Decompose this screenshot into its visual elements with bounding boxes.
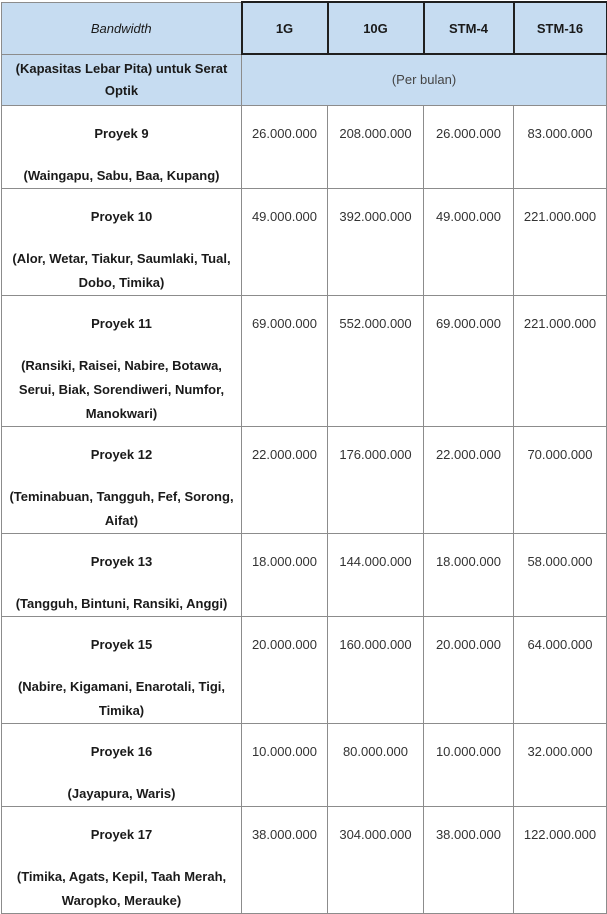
table-row (2, 296, 607, 427)
price-stm4: 26.000.000 (424, 106, 514, 189)
project-cell (2, 807, 242, 914)
table-row (2, 617, 607, 724)
price-stm16: 83.000.000 (514, 106, 607, 189)
project-locations: (Jayapura, Waris) (67, 786, 176, 801)
price-10g: 304.000.000 (328, 807, 424, 914)
price-10g: 144.000.000 (328, 534, 424, 617)
table-row (2, 106, 607, 189)
project-cell (2, 534, 242, 617)
project-name: Proyek 10 (90, 209, 153, 224)
price-stm4: 38.000.000 (424, 807, 514, 914)
price-stm16: 70.000.000 (514, 427, 607, 534)
price-1g: 26.000.000 (242, 106, 328, 189)
price-1g: 69.000.000 (242, 296, 328, 427)
column-header-stm4: STM-4 (424, 2, 514, 54)
price-stm16: 58.000.000 (514, 534, 607, 617)
project-name: Proyek 12 (90, 447, 153, 462)
price-stm16: 221.000.000 (514, 189, 607, 296)
price-stm16: 64.000.000 (514, 617, 607, 724)
column-header-10g: 10G (328, 2, 424, 54)
project-name: Proyek 11 (91, 316, 152, 331)
project-locations: (Timika, Agats, Kepil, Taah Merah, Waropko, Merauke) (16, 869, 227, 908)
column-header-1g: 1G (242, 2, 328, 54)
project-name: Proyek 9 (94, 126, 149, 141)
price-10g: 208.000.000 (328, 106, 424, 189)
price-stm4: 49.000.000 (424, 189, 514, 296)
price-stm4: 10.000.000 (424, 724, 514, 807)
price-10g: 160.000.000 (328, 617, 424, 724)
project-cell (2, 427, 242, 534)
price-stm16: 122.000.000 (514, 807, 607, 914)
price-10g: 392.000.000 (328, 189, 424, 296)
capacity-subtitle: (Kapasitas Lebar Pita) untuk Serat Optik (2, 54, 242, 106)
project-locations: (Ransiki, Raisei, Nabire, Botawa, Serui, Biak, Sorendiweri, Numfor, Manokwari) (18, 358, 225, 421)
price-stm4: 18.000.000 (424, 534, 514, 617)
price-1g: 49.000.000 (242, 189, 328, 296)
price-1g: 18.000.000 (242, 534, 328, 617)
project-name: Proyek 17 (90, 827, 153, 842)
project-locations: (Alor, Wetar, Tiakur, Saumlaki, Tual, Dobo, Timika) (12, 251, 231, 290)
price-1g: 22.000.000 (242, 427, 328, 534)
price-1g: 20.000.000 (242, 617, 328, 724)
project-cell (2, 106, 242, 189)
project-name: Proyek 13 (90, 554, 153, 569)
bandwidth-header: Bandwidth (2, 2, 242, 54)
price-1g: 38.000.000 (242, 807, 328, 914)
project-cell (2, 189, 242, 296)
project-cell (2, 617, 242, 724)
table-row (2, 724, 607, 807)
project-locations: (Waingapu, Sabu, Baa, Kupang) (23, 168, 220, 183)
project-name: Proyek 15 (90, 637, 153, 652)
bandwidth-price-table (1, 1, 607, 914)
project-cell (2, 296, 242, 427)
price-stm4: 22.000.000 (424, 427, 514, 534)
price-1g: 10.000.000 (242, 724, 328, 807)
project-locations: (Teminabuan, Tangguh, Fef, Sorong, Aifat) (9, 489, 234, 528)
project-cell (2, 724, 242, 807)
table-row (2, 807, 607, 914)
project-locations: (Nabire, Kigamani, Enarotali, Tigi, Timika) (17, 679, 226, 718)
header-row (2, 2, 607, 54)
price-stm4: 69.000.000 (424, 296, 514, 427)
project-locations: (Tangguh, Bintuni, Ransiki, Anggi) (15, 596, 228, 611)
price-10g: 552.000.000 (328, 296, 424, 427)
price-10g: 80.000.000 (328, 724, 424, 807)
table-row (2, 427, 607, 534)
price-stm16: 221.000.000 (514, 296, 607, 427)
table-row (2, 189, 607, 296)
table-row (2, 534, 607, 617)
price-stm4: 20.000.000 (424, 617, 514, 724)
column-header-stm16: STM-16 (514, 2, 607, 54)
price-stm16: 32.000.000 (514, 724, 607, 807)
project-name: Proyek 16 (90, 744, 153, 759)
subheader-row (2, 54, 607, 106)
unit-per-month: (Per bulan) (242, 54, 607, 106)
price-10g: 176.000.000 (328, 427, 424, 534)
